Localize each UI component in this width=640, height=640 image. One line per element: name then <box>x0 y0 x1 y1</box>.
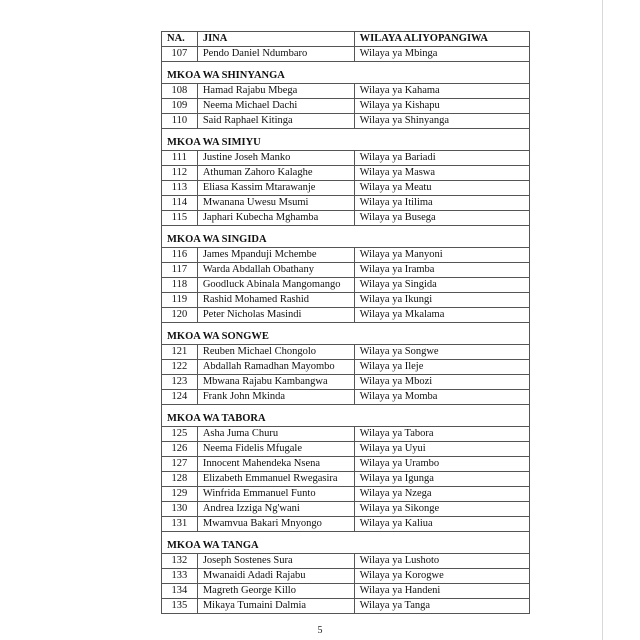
district-assignment-table <box>161 31 530 614</box>
row-number: 130 <box>162 502 198 517</box>
person-name: Mwanaidi Adadi Rajabu <box>197 569 354 584</box>
table-row <box>162 442 530 457</box>
assigned-district: Wilaya ya Momba <box>354 390 529 405</box>
person-name: Rashid Mohamed Rashid <box>197 293 354 308</box>
assigned-district: Wilaya ya Korogwe <box>354 569 529 584</box>
person-name: Abdallah Ramadhan Mayombo <box>197 360 354 375</box>
person-name: Goodluck Abinala Mangomango <box>197 278 354 293</box>
row-number: 125 <box>162 427 198 442</box>
person-name: Joseph Sostenes Sura <box>197 554 354 569</box>
assigned-district: Wilaya ya Busega <box>354 211 529 226</box>
person-name: Magreth George Killo <box>197 584 354 599</box>
region-heading: MKOA WA SONGWE <box>162 323 530 345</box>
person-name: Innocent Mahendeka Nsena <box>197 457 354 472</box>
person-name: Peter Nicholas Masindi <box>197 308 354 323</box>
assigned-district: Wilaya ya Songwe <box>354 345 529 360</box>
table-row <box>162 99 530 114</box>
table-row <box>162 196 530 211</box>
table-row <box>162 472 530 487</box>
region-heading-row <box>162 405 530 427</box>
person-name: Mwamvua Bakari Mnyongo <box>197 517 354 532</box>
region-heading-row <box>162 226 530 248</box>
assigned-district: Wilaya ya Uyui <box>354 442 529 457</box>
assigned-district: Wilaya ya Kaliua <box>354 517 529 532</box>
table-row <box>162 569 530 584</box>
row-number: 113 <box>162 181 198 196</box>
assigned-district: Wilaya ya Ileje <box>354 360 529 375</box>
table-row <box>162 248 530 263</box>
table-row <box>162 599 530 614</box>
header-name: JINA <box>197 32 354 47</box>
person-name: Eliasa Kassim Mtarawanje <box>197 181 354 196</box>
table-row <box>162 308 530 323</box>
person-name: Athuman Zahoro Kalaghe <box>197 166 354 181</box>
region-heading-row <box>162 532 530 554</box>
person-name: Neema Michael Dachi <box>197 99 354 114</box>
row-number: 108 <box>162 84 198 99</box>
row-number: 109 <box>162 99 198 114</box>
table-row <box>162 390 530 405</box>
row-number: 131 <box>162 517 198 532</box>
person-name: Said Raphael Kitinga <box>197 114 354 129</box>
row-number: 135 <box>162 599 198 614</box>
region-heading-row <box>162 62 530 84</box>
person-name: Japhari Kubecha Mghamba <box>197 211 354 226</box>
assigned-district: Wilaya ya Iramba <box>354 263 529 278</box>
table-row <box>162 502 530 517</box>
table-row <box>162 181 530 196</box>
table-body <box>162 47 530 614</box>
row-number: 110 <box>162 114 198 129</box>
table-row <box>162 151 530 166</box>
table-row <box>162 584 530 599</box>
table-row <box>162 263 530 278</box>
row-number: 121 <box>162 345 198 360</box>
table-row <box>162 427 530 442</box>
assigned-district: Wilaya ya Igunga <box>354 472 529 487</box>
person-name: Mbwana Rajabu Kambangwa <box>197 375 354 390</box>
table-row <box>162 487 530 502</box>
page-number: 5 <box>317 625 323 636</box>
assigned-district: Wilaya ya Kahama <box>354 84 529 99</box>
row-number: 119 <box>162 293 198 308</box>
row-number: 132 <box>162 554 198 569</box>
person-name: Reuben Michael Chongolo <box>197 345 354 360</box>
assigned-district: Wilaya ya Meatu <box>354 181 529 196</box>
assigned-district: Wilaya ya Kishapu <box>354 99 529 114</box>
region-heading: MKOA WA TABORA <box>162 405 530 427</box>
table-row <box>162 517 530 532</box>
table-row <box>162 345 530 360</box>
table-row <box>162 166 530 181</box>
row-number: 126 <box>162 442 198 457</box>
region-heading: MKOA WA TANGA <box>162 532 530 554</box>
person-name: Winfrida Emmanuel Funto <box>197 487 354 502</box>
region-heading: MKOA WA SINGIDA <box>162 226 530 248</box>
row-number: 129 <box>162 487 198 502</box>
table-row <box>162 554 530 569</box>
row-number: 127 <box>162 457 198 472</box>
row-number: 122 <box>162 360 198 375</box>
assigned-district: Wilaya ya Nzega <box>354 487 529 502</box>
table-header-row <box>162 32 530 47</box>
person-name: Hamad Rajabu Mbega <box>197 84 354 99</box>
row-number: 117 <box>162 263 198 278</box>
row-number: 133 <box>162 569 198 584</box>
assigned-district: Wilaya ya Bariadi <box>354 151 529 166</box>
person-name: Neema Fidelis Mfugale <box>197 442 354 457</box>
table-row <box>162 84 530 99</box>
assigned-district: Wilaya ya Urambo <box>354 457 529 472</box>
person-name: Mwanana Uwesu Msumi <box>197 196 354 211</box>
row-number: 134 <box>162 584 198 599</box>
assigned-district: Wilaya ya Sikonge <box>354 502 529 517</box>
table-row <box>162 457 530 472</box>
row-number: 128 <box>162 472 198 487</box>
row-number: 123 <box>162 375 198 390</box>
row-number: 111 <box>162 151 198 166</box>
row-number: 116 <box>162 248 198 263</box>
person-name: Mikaya Tumaini Dalmia <box>197 599 354 614</box>
person-name: James Mpanduji Mchembe <box>197 248 354 263</box>
assigned-district: Wilaya ya Mkalama <box>354 308 529 323</box>
table-row <box>162 375 530 390</box>
row-number: 112 <box>162 166 198 181</box>
assigned-district: Wilaya ya Tanga <box>354 599 529 614</box>
header-district: WILAYA ALIYOPANGIWA <box>354 32 529 47</box>
row-number: 114 <box>162 196 198 211</box>
table-row <box>162 47 530 62</box>
region-heading: MKOA WA SIMIYU <box>162 129 530 151</box>
assigned-district: Wilaya ya Itilima <box>354 196 529 211</box>
person-name: Frank John Mkinda <box>197 390 354 405</box>
assigned-district: Wilaya ya Mbozi <box>354 375 529 390</box>
table-row <box>162 114 530 129</box>
person-name: Elizabeth Emmanuel Rwegasira <box>197 472 354 487</box>
assigned-district: Wilaya ya Ikungi <box>354 293 529 308</box>
row-number: 118 <box>162 278 198 293</box>
assigned-district: Wilaya ya Tabora <box>354 427 529 442</box>
row-number: 107 <box>162 47 198 62</box>
table-row <box>162 211 530 226</box>
person-name: Justine Joseh Manko <box>197 151 354 166</box>
assigned-district: Wilaya ya Singida <box>354 278 529 293</box>
person-name: Asha Juma Churu <box>197 427 354 442</box>
region-heading: MKOA WA SHINYANGA <box>162 62 530 84</box>
assigned-district: Wilaya ya Mbinga <box>354 47 529 62</box>
assigned-district: Wilaya ya Manyoni <box>354 248 529 263</box>
person-name: Andrea Izziga Ng'wani <box>197 502 354 517</box>
table-row <box>162 293 530 308</box>
assigned-district: Wilaya ya Maswa <box>354 166 529 181</box>
assigned-district: Wilaya ya Lushoto <box>354 554 529 569</box>
header-number: NA. <box>162 32 198 47</box>
assigned-district: Wilaya ya Handeni <box>354 584 529 599</box>
row-number: 115 <box>162 211 198 226</box>
region-heading-row <box>162 129 530 151</box>
person-name: Warda Abdallah Obathany <box>197 263 354 278</box>
assigned-district: Wilaya ya Shinyanga <box>354 114 529 129</box>
table-row <box>162 360 530 375</box>
row-number: 124 <box>162 390 198 405</box>
table-row <box>162 278 530 293</box>
person-name: Pendo Daniel Ndumbaro <box>197 47 354 62</box>
region-heading-row <box>162 323 530 345</box>
row-number: 120 <box>162 308 198 323</box>
page-edge-divider <box>602 0 603 640</box>
